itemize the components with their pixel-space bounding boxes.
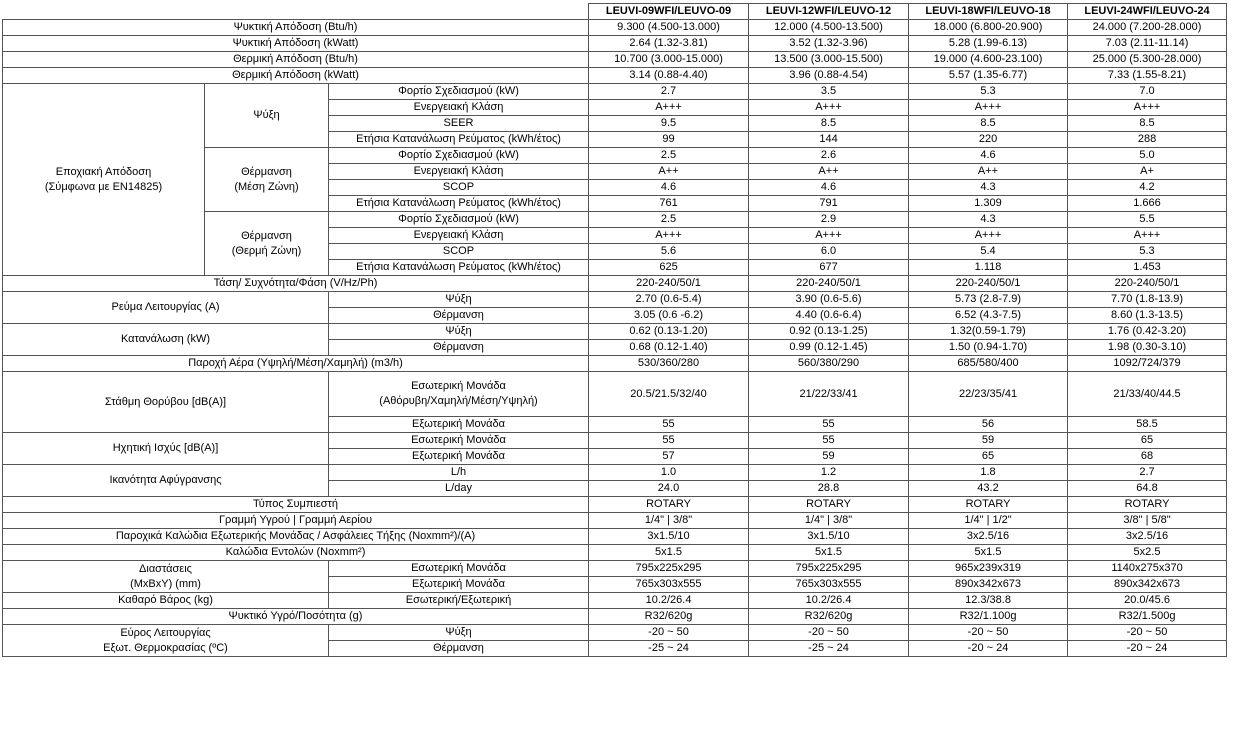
cell-value: A++ [909, 164, 1068, 180]
cell-value: 8.5 [749, 116, 909, 132]
cell-value: 3.90 (0.6-5.6) [749, 292, 909, 308]
cell-value: 1/4" | 3/8" [749, 513, 909, 529]
cell-value: 4.2 [1068, 180, 1227, 196]
cell-value: A+++ [589, 100, 749, 116]
table-row [3, 356, 1227, 372]
cell-value: 2.5 [589, 148, 749, 164]
row-sublabel: Ψύξη [329, 625, 589, 641]
cell-value: 4.6 [589, 180, 749, 196]
cell-value: 220-240/50/1 [589, 276, 749, 292]
row-sublabel: Θέρμανση [329, 641, 589, 657]
row-label: Θερμική Απόδοση (kWatt) [3, 68, 589, 84]
row-label: Παροχικά Καλώδια Εξωτερικής Μονάδας / Ασφάλειες Τήξης (Noxmm²)/(A) [3, 529, 589, 545]
cell-value: 24.0 [589, 481, 749, 497]
row-sublabel: Εξωτερική Μονάδα [329, 449, 589, 465]
cell-value: 2.64 (1.32-3.81) [589, 36, 749, 52]
cell-value: 560/380/290 [749, 356, 909, 372]
cell-value: 65 [909, 449, 1068, 465]
cell-value: 12.000 (4.500-13.500) [749, 20, 909, 36]
row-sublabel [329, 372, 589, 417]
cell-value: 9.5 [589, 116, 749, 132]
cell-value: 2.7 [1068, 465, 1227, 481]
cell-value: 18.000 (6.800-20.900) [909, 20, 1068, 36]
row-sublabel: Εσωτερική Μονάδα [329, 561, 589, 577]
cell-value: 56 [909, 417, 1068, 433]
model-header: LEUVI-24WFI/LEUVO-24 [1068, 4, 1227, 20]
cell-value: 530/360/280 [589, 356, 749, 372]
cell-value: 8.5 [1068, 116, 1227, 132]
heating-warm-group-label [205, 212, 329, 276]
cell-value: 0.99 (0.12-1.45) [749, 340, 909, 356]
cell-value: 8.5 [909, 116, 1068, 132]
cell-value: -20 ~ 24 [909, 641, 1068, 657]
cell-value: 765x303x555 [589, 577, 749, 593]
row-sublabel: Ψύξη [329, 324, 589, 340]
row-label: Ετήσια Κατανάλωση Ρεύματος (kWh/έτος) [329, 260, 589, 276]
row-label: Φορτίο Σχεδιασμού (kW) [329, 148, 589, 164]
row-label: Ετήσια Κατανάλωση Ρεύματος (kWh/έτος) [329, 196, 589, 212]
heating-avg-line1: Θέρμανση [241, 165, 292, 178]
table-row [3, 372, 1227, 417]
heating-avg-group-label [205, 148, 329, 212]
heating-avg-line2: (Μέση Ζώνη) [234, 180, 299, 193]
cell-value: A+++ [589, 228, 749, 244]
row-label: Ψυκτικό Υγρό/Ποσότητα (g) [3, 609, 589, 625]
heating-warm-line1: Θέρμανση [241, 229, 292, 242]
row-label: Ψυκτική Απόδοση (kWatt) [3, 36, 589, 52]
table-row [3, 52, 1227, 68]
cell-value: -20 ~ 50 [1068, 625, 1227, 641]
cell-value: 25.000 (5.300-28.000) [1068, 52, 1227, 68]
cell-value: 59 [909, 433, 1068, 449]
cell-value: 43.2 [909, 481, 1068, 497]
cell-value: 3/8" | 5/8" [1068, 513, 1227, 529]
cell-value: ROTARY [1068, 497, 1227, 513]
seasonal-label-line2: (Σύμφωνα με EN14825) [44, 180, 163, 193]
row-label: Ηχητική Ισχύς [dB(A)] [3, 433, 329, 465]
table-row [3, 609, 1227, 625]
header-blank [3, 4, 589, 20]
cell-value: 144 [749, 132, 909, 148]
noise-indoor-line2: (Αθόρυβη/Χαμηλή/Μέση/Υψηλή) [379, 395, 538, 407]
cell-value: 765x303x555 [749, 577, 909, 593]
cell-value: 288 [1068, 132, 1227, 148]
cell-value: 890x342x673 [909, 577, 1068, 593]
seasonal-label-line1: Εποχιακή Απόδοση [55, 165, 152, 178]
cell-value: 6.0 [749, 244, 909, 260]
cell-value: 5.73 (2.8-7.9) [909, 292, 1068, 308]
cell-value: R32/1.500g [1068, 609, 1227, 625]
cell-value: 5.4 [909, 244, 1068, 260]
table-row [3, 561, 1227, 577]
row-label: Καλώδια Εντολών (Noxmm²) [3, 545, 589, 561]
row-label: Ενεργειακή Κλάση [329, 164, 589, 180]
cell-value: 1.309 [909, 196, 1068, 212]
cell-value: ROTARY [749, 497, 909, 513]
cell-value: 795x225x295 [749, 561, 909, 577]
seasonal-group-label [3, 84, 205, 276]
cell-value: 5.6 [589, 244, 749, 260]
cell-value: A+++ [909, 228, 1068, 244]
cell-value: 8.60 (1.3-13.5) [1068, 308, 1227, 324]
row-label: Παροχή Αέρα (Υψηλή/Μέση/Χαμηλή) (m3/h) [3, 356, 589, 372]
cell-value: 20.5/21.5/32/40 [589, 372, 749, 417]
cell-value: 791 [749, 196, 909, 212]
cell-value: 3.52 (1.32-3.96) [749, 36, 909, 52]
cell-value: 5.3 [1068, 244, 1227, 260]
heating-warm-line2: (Θερμή Ζώνη) [231, 244, 302, 257]
row-label: Κατανάλωση (kW) [3, 324, 329, 356]
row-label: Φορτίο Σχεδιασμού (kW) [329, 212, 589, 228]
dimensions-line2: (ΜxΒxΥ) (mm) [130, 577, 201, 590]
row-label: Ενεργειακή Κλάση [329, 100, 589, 116]
table-row [3, 20, 1227, 36]
cell-value: 21/22/33/41 [749, 372, 909, 417]
model-header: LEUVI-12WFI/LEUVO-12 [749, 4, 909, 20]
cell-value: 4.40 (0.6-6.4) [749, 308, 909, 324]
cell-value: 1.118 [909, 260, 1068, 276]
cell-value: 10.2/26.4 [749, 593, 909, 609]
cell-value: 4.3 [909, 212, 1068, 228]
table-row [3, 433, 1227, 449]
cell-value: 220 [909, 132, 1068, 148]
cell-value: 1.50 (0.94-1.70) [909, 340, 1068, 356]
row-label: Γραμμή Υγρού | Γραμμή Αερίου [3, 513, 589, 529]
cell-value: 59 [749, 449, 909, 465]
row-label: Θερμική Απόδοση (Btu/h) [3, 52, 589, 68]
cell-value: A++ [749, 164, 909, 180]
table-row [3, 497, 1227, 513]
row-label: Ετήσια Κατανάλωση Ρεύματος (kWh/έτος) [329, 132, 589, 148]
cell-value: 795x225x295 [589, 561, 749, 577]
cell-value: 3.05 (0.6 -6.2) [589, 308, 749, 324]
cell-value: 22/23/35/41 [909, 372, 1068, 417]
cooling-group-label: Ψύξη [205, 84, 329, 148]
cell-value: 890x342x673 [1068, 577, 1227, 593]
row-label: SCOP [329, 180, 589, 196]
cell-value: 5x1.5 [749, 545, 909, 561]
cell-value: 1/4" | 3/8" [589, 513, 749, 529]
cell-value: 220-240/50/1 [1068, 276, 1227, 292]
table-row [3, 545, 1227, 561]
cell-value: 10.700 (3.000-15.000) [589, 52, 749, 68]
cell-value: A+++ [749, 100, 909, 116]
cell-value: 3x1.5/10 [749, 529, 909, 545]
cell-value: -25 ~ 24 [589, 641, 749, 657]
cell-value: -20 ~ 50 [749, 625, 909, 641]
cell-value: 1140x275x370 [1068, 561, 1227, 577]
cell-value: 685/580/400 [909, 356, 1068, 372]
cell-value: 2.7 [589, 84, 749, 100]
row-label: Καθαρό Βάρος (kg) [3, 593, 329, 609]
row-label: Ρεύμα Λειτουργίας (A) [3, 292, 329, 324]
table-row [3, 276, 1227, 292]
cell-value: 965x239x319 [909, 561, 1068, 577]
cell-value: 5.0 [1068, 148, 1227, 164]
cell-value: 2.5 [589, 212, 749, 228]
cell-value: A++ [589, 164, 749, 180]
cell-value: 5x1.5 [909, 545, 1068, 561]
row-label: Ψυκτική Απόδοση (Btu/h) [3, 20, 589, 36]
cell-value: 3.14 (0.88-4.40) [589, 68, 749, 84]
cell-value: ROTARY [909, 497, 1068, 513]
cell-value: 3.5 [749, 84, 909, 100]
table-row [3, 84, 1227, 100]
cell-value: 99 [589, 132, 749, 148]
cell-value: -20 ~ 24 [1068, 641, 1227, 657]
row-sublabel: Θέρμανση [329, 340, 589, 356]
cell-value: 7.33 (1.55-8.21) [1068, 68, 1227, 84]
row-sublabel: Θέρμανση [329, 308, 589, 324]
cell-value: A+++ [1068, 100, 1227, 116]
cell-value: A+++ [1068, 228, 1227, 244]
cell-value: 12.3/38.8 [909, 593, 1068, 609]
cell-value: 1/4" | 1/2" [909, 513, 1068, 529]
table-row [3, 513, 1227, 529]
model-header: LEUVI-09WFI/LEUVO-09 [589, 4, 749, 20]
table-row [3, 593, 1227, 609]
cell-value: 1.8 [909, 465, 1068, 481]
cell-value: 2.6 [749, 148, 909, 164]
row-label [3, 625, 329, 657]
row-label: Ικανότητα Αφύγρανσης [3, 465, 329, 497]
cell-value: 677 [749, 260, 909, 276]
header-row [3, 4, 1227, 20]
cell-value: 220-240/50/1 [749, 276, 909, 292]
cell-value: 10.2/26.4 [589, 593, 749, 609]
cell-value: 19.000 (4.600-23.100) [909, 52, 1068, 68]
op-range-line1: Εύρος Λειτουργίας [120, 626, 211, 639]
cell-value: R32/1.100g [909, 609, 1068, 625]
cell-value: 4.6 [749, 180, 909, 196]
cell-value: 65 [1068, 433, 1227, 449]
cell-value: 55 [749, 417, 909, 433]
cell-value: -25 ~ 24 [749, 641, 909, 657]
table-row [3, 625, 1227, 641]
cell-value: 1.0 [589, 465, 749, 481]
cell-value: 7.03 (2.11-11.14) [1068, 36, 1227, 52]
cell-value: 1.2 [749, 465, 909, 481]
cell-value: 20.0/45.6 [1068, 593, 1227, 609]
noise-indoor-line1: Εσωτερική Μονάδα [411, 380, 506, 392]
row-label [3, 561, 329, 593]
cell-value: 625 [589, 260, 749, 276]
row-label: Τάση/ Συχνότητα/Φάση (V/Hz/Ph) [3, 276, 589, 292]
row-sublabel: L/day [329, 481, 589, 497]
cell-value: 0.68 (0.12-1.40) [589, 340, 749, 356]
cell-value: 5.28 (1.99-6.13) [909, 36, 1068, 52]
cell-value: 58.5 [1068, 417, 1227, 433]
row-sublabel: Εξωτερική Μονάδα [329, 417, 589, 433]
cell-value: 4.3 [909, 180, 1068, 196]
cell-value: 6.52 (4.3-7.5) [909, 308, 1068, 324]
row-label: Ενεργειακή Κλάση [329, 228, 589, 244]
cell-value: A+++ [749, 228, 909, 244]
cell-value: 55 [749, 433, 909, 449]
cell-value: 7.70 (1.8-13.9) [1068, 292, 1227, 308]
cell-value: 0.92 (0.13-1.25) [749, 324, 909, 340]
cell-value: 1.666 [1068, 196, 1227, 212]
row-sublabel: L/h [329, 465, 589, 481]
cell-value: 3x1.5/10 [589, 529, 749, 545]
cell-value: A+ [1068, 164, 1227, 180]
row-label: Φορτίο Σχεδιασμού (kW) [329, 84, 589, 100]
dimensions-line1: Διαστάσεις [139, 562, 192, 575]
row-sublabel: Εσωτερική Μονάδα [329, 433, 589, 449]
cell-value: 1092/724/379 [1068, 356, 1227, 372]
table-row [3, 465, 1227, 481]
cell-value: 1.98 (0.30-3.10) [1068, 340, 1227, 356]
cell-value: 57 [589, 449, 749, 465]
cell-value: A+++ [909, 100, 1068, 116]
cell-value: 5x2.5 [1068, 545, 1227, 561]
cell-value: R32/620g [749, 609, 909, 625]
cell-value: 28.8 [749, 481, 909, 497]
cell-value: 3x2.5/16 [909, 529, 1068, 545]
cell-value: 21/33/40/44.5 [1068, 372, 1227, 417]
cell-value: 55 [589, 433, 749, 449]
cell-value: 0.62 (0.13-1.20) [589, 324, 749, 340]
cell-value: ROTARY [589, 497, 749, 513]
cell-value: 761 [589, 196, 749, 212]
row-label: SEER [329, 116, 589, 132]
cell-value: 1.453 [1068, 260, 1227, 276]
cell-value: 2.9 [749, 212, 909, 228]
cell-value: 5.3 [909, 84, 1068, 100]
cell-value: 68 [1068, 449, 1227, 465]
cell-value: 55 [589, 417, 749, 433]
cell-value: 1.76 (0.42-3.20) [1068, 324, 1227, 340]
cell-value: 64.8 [1068, 481, 1227, 497]
op-range-line2: Εξωτ. Θερμοκρασίας (ºC) [103, 641, 228, 654]
cell-value: -20 ~ 50 [909, 625, 1068, 641]
model-header: LEUVI-18WFI/LEUVO-18 [909, 4, 1068, 20]
row-label: Τύπος Συμπιεστή [3, 497, 589, 513]
cell-value: 13.500 (3.000-15.500) [749, 52, 909, 68]
table-row [3, 68, 1227, 84]
cell-value: 4.6 [909, 148, 1068, 164]
cell-value: 9.300 (4.500-13.000) [589, 20, 749, 36]
cell-value: 5.57 (1.35-6.77) [909, 68, 1068, 84]
row-sublabel: Εξωτερική Μονάδα [329, 577, 589, 593]
table-row [3, 529, 1227, 545]
spec-table [2, 3, 1227, 657]
row-label: SCOP [329, 244, 589, 260]
table-row [3, 324, 1227, 340]
cell-value: 3.96 (0.88-4.54) [749, 68, 909, 84]
cell-value: R32/620g [589, 609, 749, 625]
cell-value: 220-240/50/1 [909, 276, 1068, 292]
row-sublabel: Εσωτερική/Εξωτερική [329, 593, 589, 609]
table-row [3, 36, 1227, 52]
row-label: Στάθμη Θορύβου [dB(A)] [3, 372, 329, 433]
table-row [3, 292, 1227, 308]
cell-value: 5x1.5 [589, 545, 749, 561]
cell-value: 7.0 [1068, 84, 1227, 100]
cell-value: 1.32(0.59-1.79) [909, 324, 1068, 340]
cell-value: -20 ~ 50 [589, 625, 749, 641]
cell-value: 3x2.5/16 [1068, 529, 1227, 545]
cell-value: 24.000 (7.200-28.000) [1068, 20, 1227, 36]
cell-value: 5.5 [1068, 212, 1227, 228]
row-sublabel: Ψύξη [329, 292, 589, 308]
cell-value: 2.70 (0.6-5.4) [589, 292, 749, 308]
